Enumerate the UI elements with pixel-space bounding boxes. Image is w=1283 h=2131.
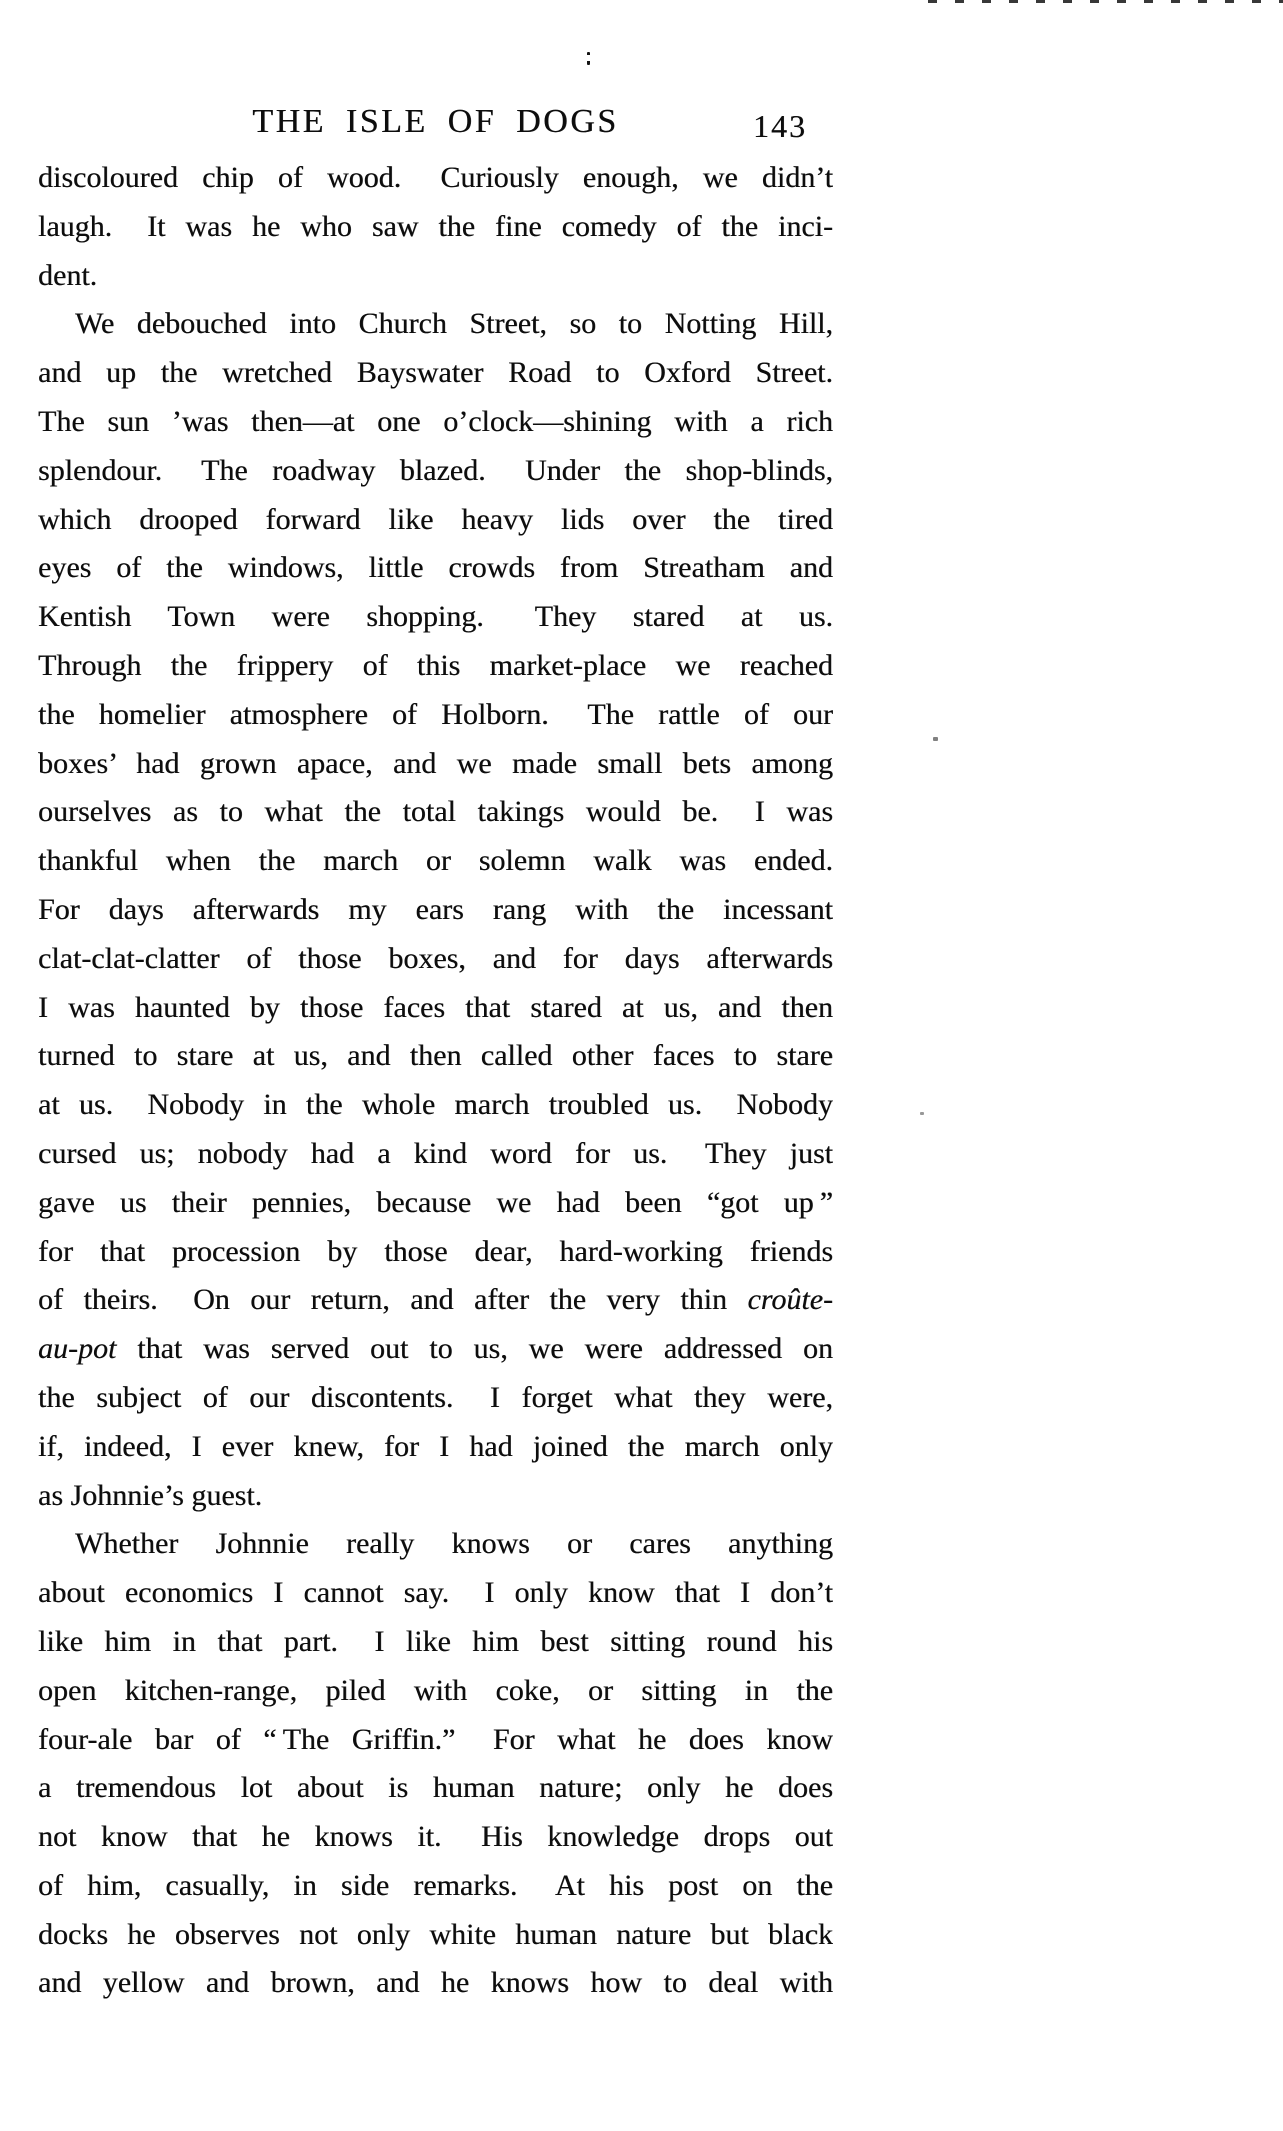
text-segment: the homelier atmosphere of Holborn. The rattle of our bbox=[38, 697, 833, 731]
text-line bbox=[38, 788, 833, 837]
text-line bbox=[38, 398, 833, 447]
text-line bbox=[38, 1130, 833, 1179]
text-line bbox=[38, 1325, 833, 1374]
text-segment: ourselves as to what the total takings would be. I was bbox=[38, 795, 833, 829]
scan-artifact-speck bbox=[920, 1112, 924, 1115]
paragraph bbox=[38, 1520, 833, 2008]
text-segment: dent. bbox=[38, 258, 98, 292]
text-line bbox=[38, 1813, 833, 1862]
text-segment: not know that he knows it. His knowledge drops out bbox=[38, 1820, 833, 1854]
text-segment: about economics I cannot say. I only know that I don’t bbox=[38, 1576, 833, 1610]
text-line bbox=[38, 544, 833, 593]
text-line bbox=[38, 837, 833, 886]
text-segment: splendour. The roadway blazed. Under the shop-blinds, bbox=[38, 453, 833, 487]
text-segment: of him, casually, in side remarks. At his post on the bbox=[38, 1868, 833, 1902]
text-line bbox=[38, 252, 833, 301]
text-line bbox=[38, 203, 833, 252]
page-title: THE ISLE OF DOGS bbox=[252, 103, 619, 140]
text-line bbox=[38, 886, 833, 935]
paragraph bbox=[38, 154, 833, 300]
text-line bbox=[38, 1032, 833, 1081]
text-line bbox=[38, 1276, 833, 1325]
text-segment: as Johnnie’s guest. bbox=[38, 1478, 263, 1512]
text-line bbox=[38, 496, 833, 545]
text-line bbox=[38, 1423, 833, 1472]
text-line bbox=[38, 740, 833, 789]
text-line bbox=[38, 300, 833, 349]
text-segment: docks he observes not only white human nature but black bbox=[38, 1917, 833, 1951]
text-line bbox=[38, 154, 833, 203]
running-header bbox=[38, 102, 833, 146]
text-line bbox=[38, 935, 833, 984]
italic-text: croûte- bbox=[747, 1283, 833, 1317]
text-segment: that was served out to us, we were addressed on bbox=[116, 1332, 833, 1366]
text-line bbox=[38, 1618, 833, 1667]
text-line bbox=[38, 1520, 833, 1569]
text-line bbox=[38, 593, 833, 642]
scan-artifact-speck bbox=[587, 52, 590, 65]
text-segment: clat-clat-clatter of those boxes, and for days afterwards bbox=[38, 941, 833, 975]
text-segment: the subject of our discontents. I forget what they were, bbox=[38, 1380, 833, 1414]
text-segment: turned to stare at us, and then called other faces to stare bbox=[38, 1039, 833, 1073]
text-line bbox=[38, 1472, 833, 1521]
text-segment: thankful when the march or solemn walk was ended. bbox=[38, 844, 833, 878]
text-segment: boxes’ had grown apace, and we made small bets among bbox=[38, 746, 833, 780]
text-line bbox=[38, 984, 833, 1033]
text-segment: which drooped forward like heavy lids over the tired bbox=[38, 502, 833, 536]
text-segment: if, indeed, I ever knew, for I had joined the march only bbox=[38, 1429, 833, 1463]
text-line bbox=[38, 642, 833, 691]
scan-artifact-dotted-line bbox=[928, 0, 1283, 3]
text-line bbox=[38, 691, 833, 740]
text-segment: at us. Nobody in the whole march troubled us. Nobody bbox=[38, 1088, 833, 1122]
text-line bbox=[38, 1569, 833, 1618]
text-segment: I was haunted by those faces that stared at us, and then bbox=[38, 990, 833, 1024]
text-segment: of theirs. On our return, and after the very thin bbox=[38, 1283, 748, 1317]
text-segment: and up the wretched Bayswater Road to Oxford Street. bbox=[38, 356, 833, 390]
text-segment: like him in that part. I like him best sitting round his bbox=[38, 1624, 833, 1658]
text-segment: eyes of the windows, little crowds from Streatham and bbox=[38, 551, 833, 585]
text-segment: gave us their pennies, because we had been “got up ” bbox=[38, 1185, 833, 1219]
text-segment: open kitchen-range, piled with coke, or sitting in the bbox=[38, 1673, 833, 1707]
page-number: 143 bbox=[753, 108, 807, 144]
text-segment: and yellow and brown, and he knows how to deal with bbox=[38, 1966, 833, 2000]
text-segment: Through the frippery of this market-place we reached bbox=[38, 648, 833, 682]
text-body bbox=[38, 154, 833, 2008]
text-line bbox=[38, 1716, 833, 1765]
text-line bbox=[38, 1764, 833, 1813]
text-line bbox=[38, 1081, 833, 1130]
text-line bbox=[38, 1862, 833, 1911]
text-segment: laugh. It was he who saw the fine comedy of the inci- bbox=[38, 209, 833, 243]
text-segment: We debouched into Church Street, so to Notting Hill, bbox=[75, 307, 833, 341]
text-line bbox=[38, 447, 833, 496]
text-segment: Whether Johnnie really knows or cares anything bbox=[75, 1527, 833, 1561]
text-segment: The sun ’was then—at one o’clock—shining with a rich bbox=[38, 404, 833, 438]
text-segment: Kentish Town were shopping. They stared at us. bbox=[38, 600, 833, 634]
italic-text: au-pot bbox=[38, 1332, 117, 1366]
text-segment: For days afterwards my ears rang with the incessant bbox=[38, 892, 833, 926]
text-segment: cursed us; nobody had a kind word for us. They just bbox=[38, 1136, 833, 1170]
text-line bbox=[38, 1374, 833, 1423]
text-line bbox=[38, 1228, 833, 1277]
text-line bbox=[38, 1179, 833, 1228]
text-line bbox=[38, 349, 833, 398]
text-line bbox=[38, 1959, 833, 2008]
paragraph bbox=[38, 300, 833, 1520]
text-line bbox=[38, 1911, 833, 1960]
text-segment: four-ale bar of “ The Griffin.” For what he does know bbox=[38, 1722, 833, 1756]
text-segment: discoloured chip of wood. Curiously enough, we didn’t bbox=[38, 161, 833, 194]
text-segment: a tremendous lot about is human nature; only he does bbox=[38, 1771, 833, 1805]
scan-artifact-speck bbox=[933, 737, 938, 741]
text-line bbox=[38, 1667, 833, 1716]
text-segment: for that procession by those dear, hard-working friends bbox=[38, 1234, 833, 1268]
